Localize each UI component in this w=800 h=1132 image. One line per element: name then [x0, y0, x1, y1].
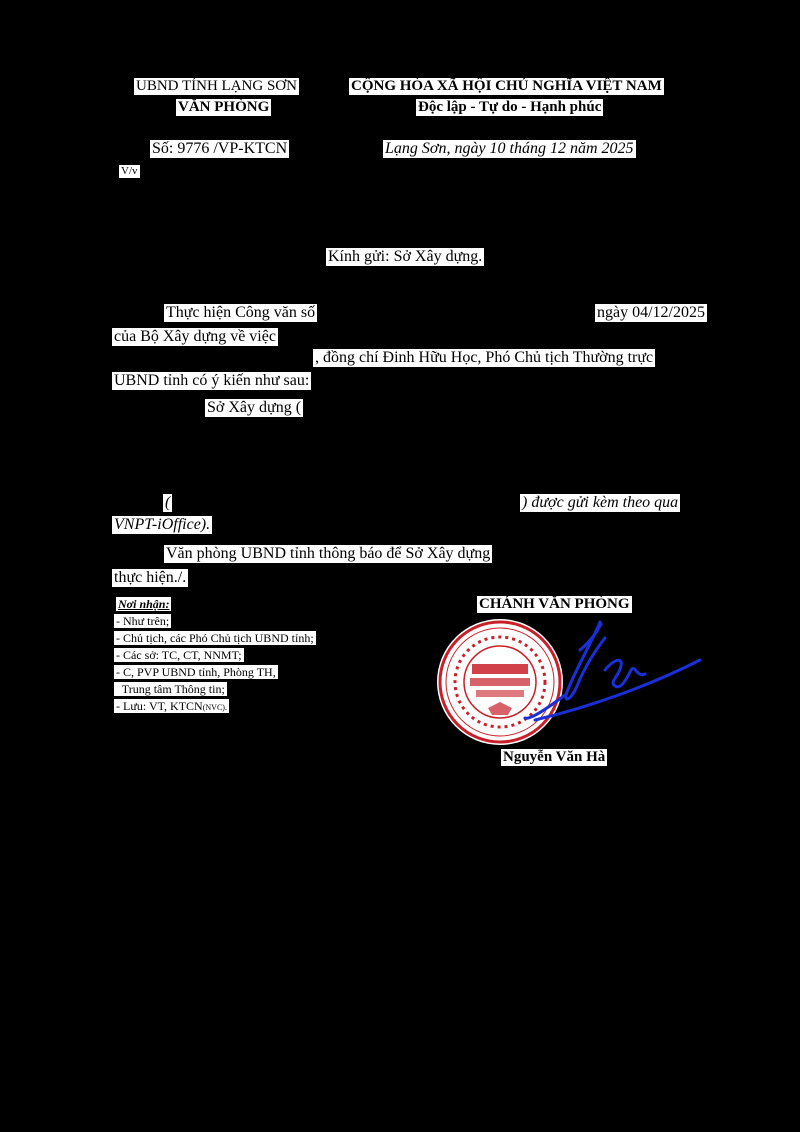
paragraph-1-line-2: của Bộ Xây dựng về việc	[114, 328, 276, 345]
recipient-item: - Như trên;	[116, 614, 170, 628]
closing-line-1: Văn phòng UBND tỉnh thông báo để Sở Xây dựng	[166, 545, 491, 562]
nation-line-2: Độc lập - Tự do - Hạnh phúc	[418, 99, 602, 115]
attachment-open: (	[165, 494, 171, 511]
handwritten-signature	[505, 600, 705, 740]
recipient-item: - C, PVP UBND tỉnh, Phòng TH,	[116, 665, 276, 679]
paragraph-1-start: Thực hiện Công văn số	[166, 304, 316, 321]
attachment-line-2: VNPT-iOffice).	[114, 516, 211, 533]
subject-prefix: V/v	[121, 165, 138, 177]
org-underline	[205, 119, 265, 120]
place-date: Lạng Sơn, ngày 10 tháng 12 năm 2025	[385, 140, 634, 157]
signer-name: Nguyễn Văn Hà	[503, 749, 606, 765]
org-line-2: VĂN PHÒNG	[178, 99, 270, 115]
recipient-archive	[114, 699, 229, 713]
greeting: Kính gửi: Sở Xây dựng.	[328, 248, 483, 265]
signer-title: CHÁNH VĂN PHÒNG	[479, 596, 630, 612]
recipients-title: Nơi nhận:	[118, 597, 170, 611]
paragraph-2: Sở Xây dựng (	[207, 399, 302, 416]
archive-suffix: (NVC).	[202, 703, 227, 712]
org-line-1: UBND TỈNH LẠNG SƠN	[136, 78, 297, 94]
recipient-item: - Các sở: TC, CT, NNMT;	[116, 648, 242, 662]
recipient-item: - Chủ tịch, các Phó Chủ tịch UBND tỉnh;	[116, 631, 314, 645]
attachment-rest: ) được gửi kèm theo qua	[522, 494, 679, 511]
recipient-item: Trung tâm Thông tin;	[116, 682, 225, 696]
doc-number: Số: 9776 /VP-KTCN	[152, 140, 288, 157]
paragraph-1-date: ngày 04/12/2025	[597, 304, 705, 321]
nation-line-1: CỘNG HÒA XÃ HỘI CHỦ NGHĨA VIỆT NAM	[351, 78, 662, 94]
paragraph-1-line-4: UBND tỉnh có ý kiến như sau:	[114, 372, 310, 389]
closing-line-2: thực hiện./.	[114, 569, 187, 586]
recipient-item: - Lưu: VT, KTCN	[116, 699, 203, 713]
paragraph-1-line-3: , đồng chí Đinh Hữu Học, Phó Chủ tịch Thường trực	[315, 349, 654, 366]
